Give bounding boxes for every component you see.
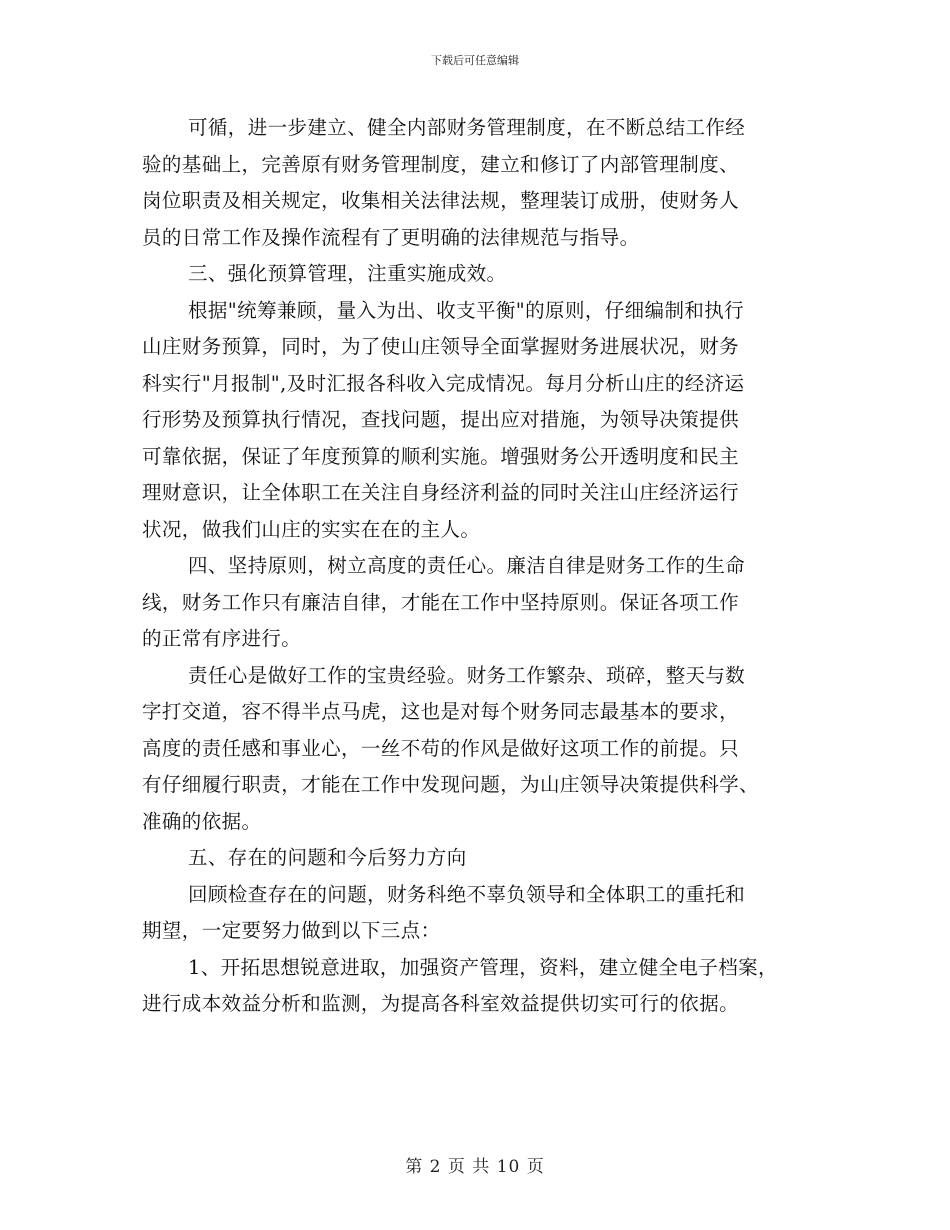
document-body [142,110,808,1023]
text-line: 三、强化预算管理，注重实施成效。 [188,262,507,285]
text-line: 验的基础上，完善原有财务管理制度，建立和修订了内部管理制度、 [142,152,740,176]
text-line: 四、坚持原则，树立高度的责任心。廉洁自律是财务工作的生命 [188,554,746,577]
text-line: 回顾检查存在的问题，财务科绝不辜负领导和全体职工的重托和 [188,882,746,906]
text-line: 1、开拓思想锐意进取，加强资产管理，资料，建立健全电子档案， [188,955,778,979]
text-line: 的正常有序进行。 [142,627,302,650]
text-line: 科实行"月报制",及时汇报各科收入完成情况。每月分析山庄的经济运 [142,371,745,395]
text-line: 期望，一定要努力做到以下三点： [142,919,441,942]
text-line: 行形势及预算执行情况，查找问题，提出应对措施，为领导决策提供 [142,408,740,431]
text-line: 五、存在的问题和今后努力方向 [188,846,467,869]
text-line: 高度的责任感和事业心，一丝不苟的作风是做好这项工作的前提。只 [142,736,740,760]
text-line: 字打交道，容不得半点马虎，这也是对每个财务同志最基本的要求， [142,700,740,723]
text-line: 进行成本效益分析和监测，为提高各科室效益提供切实可行的依据。 [142,992,740,1015]
text-line: 可靠依据，保证了年度预算的顺利实施。增强财务公开透明度和民主 [142,444,740,468]
text-line: 状况，做我们山庄的实实在在的主人。 [142,517,481,541]
text-line: 岗位职责及相关规定，收集相关法律法规，整理装订成册，使财务人 [142,189,740,212]
text-line: 有仔细履行职责，才能在工作中发现问题，为山庄领导决策提供科学、 [142,773,759,796]
text-line: 可循，进一步建立、健全内部财务管理制度，在不断总结工作经 [188,116,746,139]
text-line: 山庄财务预算，同时，为了使山庄领导全面掌握财务进展状况，财务 [142,335,740,358]
page-number-footer: 第 2 页 共 10 页 [405,1157,545,1177]
text-line: 责任心是做好工作的宝贵经验。财务工作繁杂、琐碎，整天与数 [188,663,746,687]
text-line: 理财意识，让全体职工在关注自身经济利益的同时关注山庄经济运行 [142,481,740,504]
text-line: 根据"统筹兼顾，量入为出、收支平衡"的原则，仔细编制和执行 [188,298,745,322]
page-header: 下载后可任意编辑 [431,54,519,67]
text-line: 员的日常工作及操作流程有了更明确的法律规范与指导。 [142,225,640,249]
text-line: 准确的依据。 [142,809,262,833]
text-line: 线，财务工作只有廉洁自律，才能在工作中坚持原则。保证各项工作 [142,590,740,614]
